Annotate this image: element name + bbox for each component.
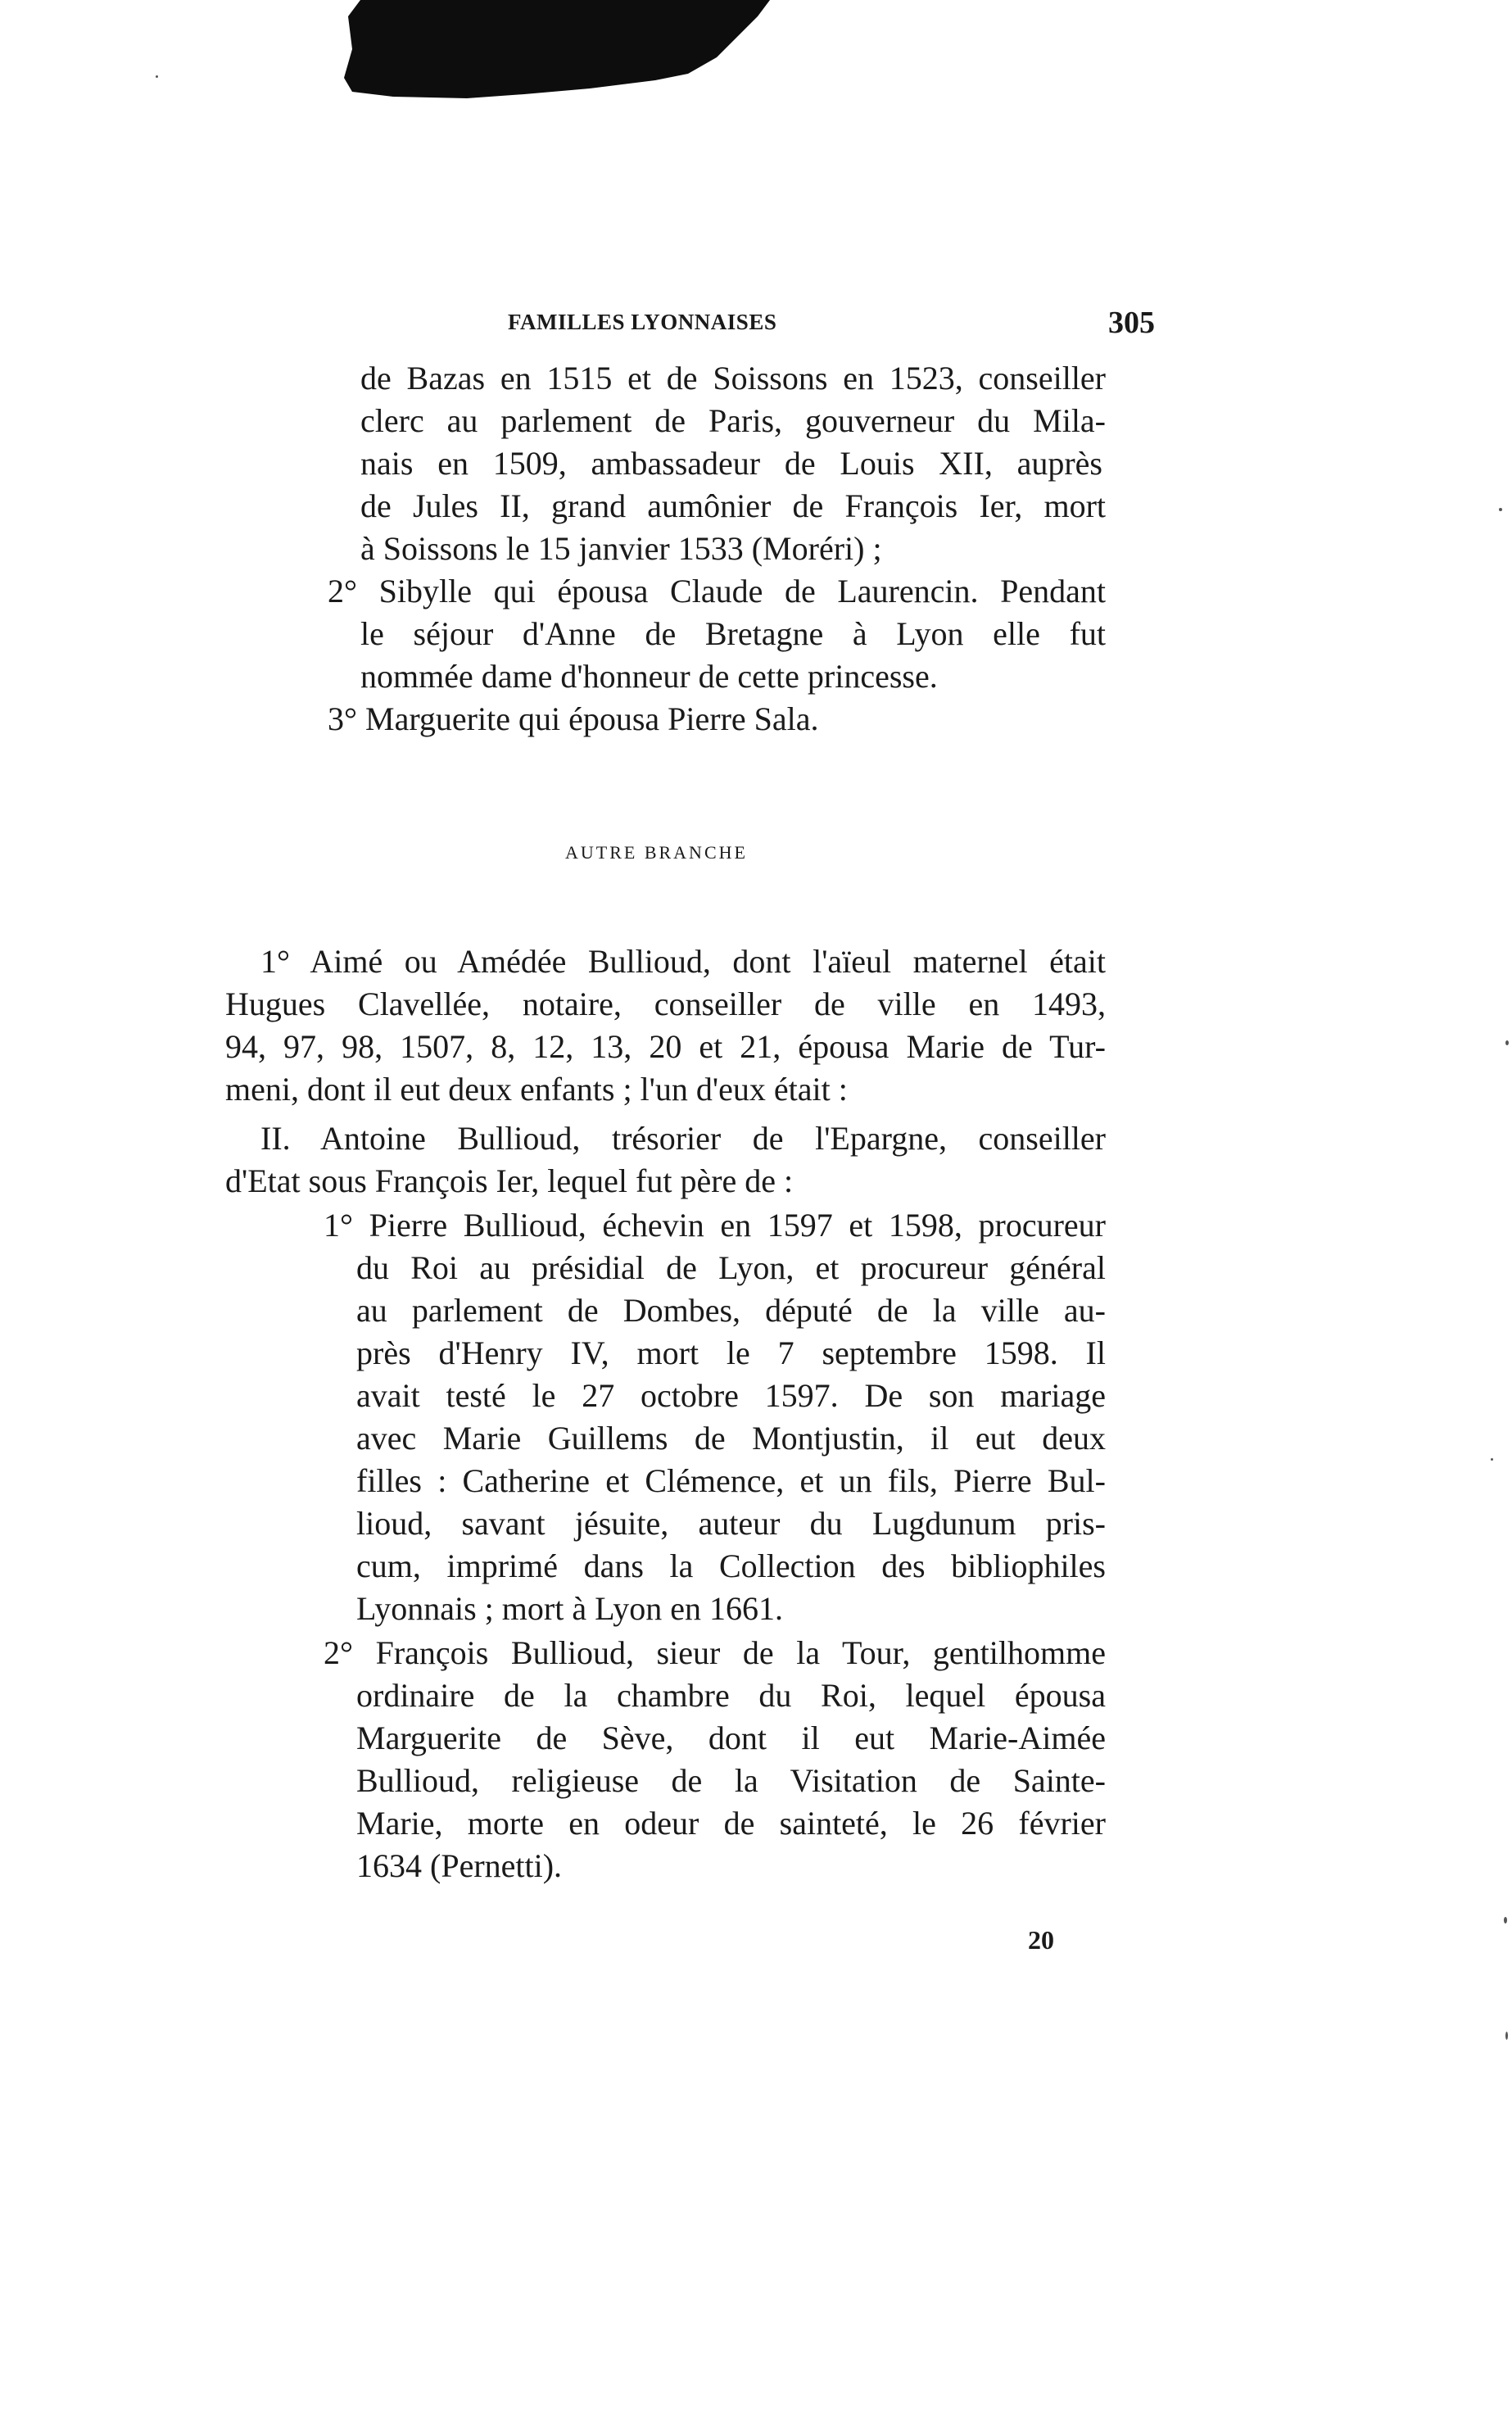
text-line: ordinaire de la chambre du Roi, lequel épousa: [356, 1677, 1106, 1714]
text-line: cum, imprimé dans la Collection des bibliophiles: [356, 1547, 1106, 1584]
text-line: 3° Marguerite qui épousa Pierre Sala.: [328, 700, 819, 737]
text-line: Bullioud, religieuse de la Visitation de Sainte-: [356, 1762, 1106, 1799]
text-line: avait testé le 27 octobre 1597. De son mariage: [356, 1377, 1106, 1414]
text-line: 2° François Bullioud, sieur de la Tour, gentilhomme: [324, 1634, 1106, 1671]
text-line: Marguerite de Sève, dont il eut Marie-Aimée: [356, 1719, 1106, 1756]
text-line: nommée dame d'honneur de cette princesse.: [360, 658, 938, 695]
text-line: près d'Henry IV, mort le 7 septembre 1598. Il: [356, 1334, 1106, 1371]
text-line: Lyonnais ; mort à Lyon en 1661.: [356, 1590, 784, 1627]
scan-speck: [1504, 1917, 1507, 1923]
text-line: à Soissons le 15 janvier 1533 (Moréri) ;: [360, 530, 882, 567]
text-line: de Jules II, grand aumônier de François Ier, mort: [360, 487, 1106, 524]
text-line: Hugues Clavellée, notaire, conseiller de ville en 1493,: [225, 985, 1106, 1022]
text-line: 1634 (Pernetti).: [356, 1847, 563, 1884]
section-title: AUTRE BRANCHE: [565, 842, 748, 863]
text-line: lioud, savant jésuite, auteur du Lugdunum pris-: [356, 1505, 1106, 1542]
page-header: [508, 306, 1155, 351]
text-line: le séjour d'Anne de Bretagne à Lyon elle fut: [360, 615, 1106, 652]
text-line: avec Marie Guillems de Montjustin, il eut deux: [356, 1420, 1106, 1457]
text-line: II. Antoine Bullioud, trésorier de l'Epargne, conseiller: [260, 1120, 1106, 1157]
text-line: du Roi au présidial de Lyon, et procureur général: [356, 1249, 1106, 1286]
text-line: de Bazas en 1515 et de Soissons en 1523, conseiller: [360, 360, 1106, 396]
text-line: meni, dont il eut deux enfants ; l'un d'eux était :: [225, 1071, 848, 1108]
text-line: clerc au parlement de Paris, gouverneur du Mila-: [360, 402, 1106, 439]
scan-speck: [1499, 508, 1502, 511]
text-line: filles : Catherine et Clémence, et un fils, Pierre Bul-: [356, 1462, 1106, 1499]
running-head: FAMILLES LYONNAISES: [508, 310, 777, 334]
scan-speck: [1491, 1458, 1493, 1461]
page-number: 305: [1108, 306, 1155, 340]
scan-speck: [1505, 2032, 1508, 2040]
text-line: Marie, morte en odeur de sainteté, le 26 février: [356, 1805, 1106, 1842]
text-line: 1° Pierre Bullioud, échevin en 1597 et 1598, procureur: [324, 1207, 1106, 1244]
text-line: au parlement de Dombes, député de la ville au-: [356, 1292, 1106, 1329]
text-line: d'Etat sous François Ier, lequel fut père de :: [225, 1162, 794, 1199]
text-line: nais en 1509, ambassadeur de Louis XII, auprès: [360, 445, 1102, 482]
ink-blot-stain: [344, 0, 770, 102]
signature-mark: 20: [1028, 1925, 1054, 1955]
text-line: 2° Sibylle qui épousa Claude de Laurencin. Pendant: [328, 573, 1106, 609]
scan-speck: [156, 75, 158, 78]
scan-speck: [1505, 1040, 1509, 1045]
text-line: 94, 97, 98, 1507, 8, 12, 13, 20 et 21, épousa Marie de Tur-: [225, 1028, 1106, 1065]
text-line: 1° Aimé ou Amédée Bullioud, dont l'aïeul maternel était: [260, 943, 1106, 980]
